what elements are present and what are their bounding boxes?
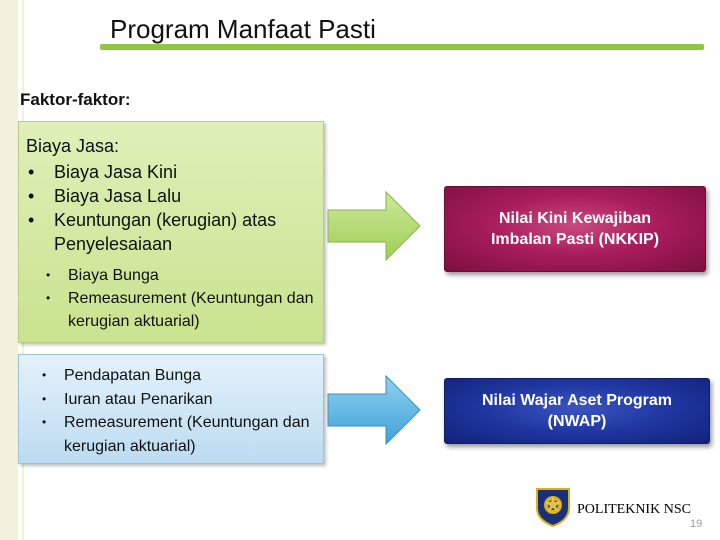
bullet-icon: •: [42, 368, 47, 382]
arrow-right-blue-icon: [326, 374, 422, 446]
interest-cost-list: [44, 264, 316, 333]
politeknik-crest-icon: [534, 486, 572, 528]
obligation-result-label: Nilai Kini Kewajiban Imbalan Pasti (NKKIP): [490, 210, 660, 248]
slide-title: Program Manfaat Pasti: [110, 14, 376, 44]
asset-result-box: [444, 378, 710, 444]
page-number: 19: [690, 518, 703, 530]
bullet-icon: •: [42, 391, 47, 406]
factors-heading: Faktor-faktor:: [20, 90, 131, 109]
institution-name: POLITEKNIK NSC: [577, 502, 691, 517]
bullet-icon: •: [46, 291, 51, 305]
list-item: • Biaya Jasa Lalu: [28, 186, 182, 206]
arrow-right-green-icon: [326, 190, 422, 262]
asset-result-label: Nilai Wajar Aset Program (NWAP): [482, 392, 672, 430]
title-underline: [100, 44, 704, 50]
bullet-icon: •: [28, 186, 35, 206]
list-item: • Pendapatan Bunga: [40, 364, 318, 388]
bullet-icon: •: [42, 415, 47, 429]
plan-asset-list: [40, 364, 318, 458]
bullet-icon: •: [28, 210, 35, 230]
list-item: • Remeasurement (Keuntungan dan kerugian aktuarial): [40, 411, 318, 458]
service-cost-list: [26, 160, 316, 256]
bullet-icon: •: [46, 268, 51, 282]
obligation-result-box: [444, 186, 706, 272]
list-item: • Keuntungan (kerugian) atas Penyelesaiaan: [28, 210, 277, 254]
bullet-icon: •: [28, 162, 35, 182]
list-item: • Biaya Bunga: [44, 264, 316, 287]
service-cost-heading: Biaya Jasa:: [26, 136, 120, 156]
list-item: • Biaya Jasa Kini: [28, 162, 178, 182]
left-decor-band: [0, 0, 18, 540]
list-item: • Remeasurement (Keuntungan dan kerugian aktuarial): [44, 287, 316, 333]
list-item: • Iuran atau Penarikan: [40, 388, 318, 412]
